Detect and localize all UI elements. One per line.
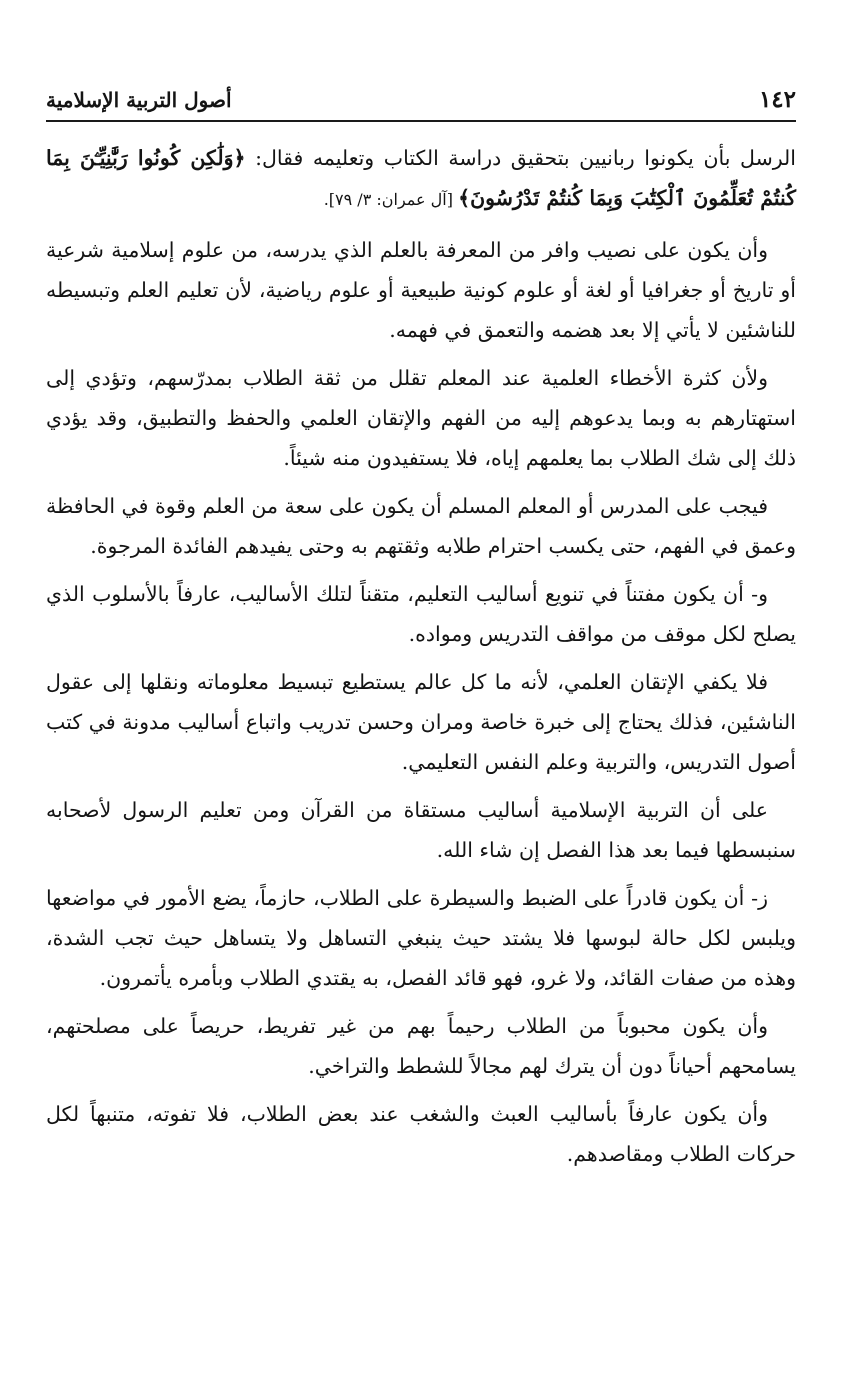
paragraph: ز- أن يكون قادراً على الضبط والسيطرة على الطلاب، حازماً، يضع الأمور في مواضعها ويلبس لكل حالة لبوسها فلا يشتد حيث ينبغي التساهل ولا يتساهل حيث تجب الشدة، وهذه من صفات القائد، ولا غرو، فهو قائد الفصل، به يقتدي الطلاب وبأمره يأتمرون. xyxy=(46,886,796,990)
paragraph: على أن التربية الإسلامية أساليب مستقاة من القرآن ومن تعليم الرسول لأصحابه سنبسطها فيما بعد هذا الفصل إن شاء الله. xyxy=(46,798,796,862)
paragraph-verse xyxy=(46,138,796,220)
paragraph: وأن يكون عارفاً بأساليب العبث والشغب عند بعض الطلاب، فلا تفوته، متنبهاً لكل حركات الطلاب ومقاصدهم. xyxy=(46,1102,796,1166)
verse-intro: الرسل بأن يكونوا ربانيين بتحقيق دراسة الكتاب وتعليمه فقال: xyxy=(245,146,796,170)
book-page xyxy=(46,84,796,1182)
page-header xyxy=(46,84,796,122)
book-title: أصول التربية الإسلامية xyxy=(46,88,232,112)
page-number: ١٤٢ xyxy=(758,86,796,113)
body-text xyxy=(46,138,796,1174)
paragraph: و- أن يكون مفتناً في تنويع أساليب التعليم، متقناً لتلك الأساليب، عارفاً بالأسلوب الذي يصلح لكل موقف من مواقف التدريس ومواده. xyxy=(46,582,796,646)
verse-reference: [آل عمران: ٣/ ٧٩]. xyxy=(323,190,459,209)
paragraph: وأن يكون على نصيب وافر من المعرفة بالعلم الذي يدرسه، من علوم إسلامية شرعية أو تاريخ أو جغرافيا أو لغة أو علوم كونية طبيعية أو علوم رياضية، لأن تعليم العلم وتبسيطه للناشئين لا يأتي إلا بعد هضمه والتعمق في فهمه. xyxy=(46,238,796,342)
quran-verse: ﴿وَلَٰكِن كُونُوا رَبَّٰنِيِّـۧنَ بِمَا كُنتُمْ تُعَلِّمُونَ ٱلْكِتَٰبَ وَبِمَا كُنتُمْ تَدْرُسُونَ﴾ xyxy=(46,146,796,210)
paragraph: وأن يكون محبوباً من الطلاب رحيماً بهم من غير تفريط، حريصاً على مصلحتهم، يسامحهم أحياناً دون أن يترك لهم مجالاً للشطط والتراخي. xyxy=(46,1014,796,1078)
paragraph: ولأن كثرة الأخطاء العلمية عند المعلم تقلل من ثقة الطلاب بمدرّسهم، وتؤدي إلى استهتارهم به وبما يدعوهم إليه من الفهم والإتقان العلمي والحفظ والتطبيق، وقد يؤدي ذلك إلى شك الطلاب بما يعلمهم إياه، فلا يستفيدون منه شيئاً. xyxy=(46,366,796,470)
paragraph: فلا يكفي الإتقان العلمي، لأنه ما كل عالم يستطيع تبسيط معلوماته ونقلها إلى عقول الناشئين، فذلك يحتاج إلى خبرة خاصة ومران وحسن تدريب واتباع أساليب مدونة في كتب أصول التدريس، والتربية وعلم النفس التعليمي. xyxy=(46,670,796,774)
paragraph: فيجب على المدرس أو المعلم المسلم أن يكون على سعة من العلم وقوة في الحافظة وعمق في الفهم، حتى يكسب احترام طلابه وثقتهم به وحتى يفيدهم الفائدة المرجوة. xyxy=(46,494,796,558)
